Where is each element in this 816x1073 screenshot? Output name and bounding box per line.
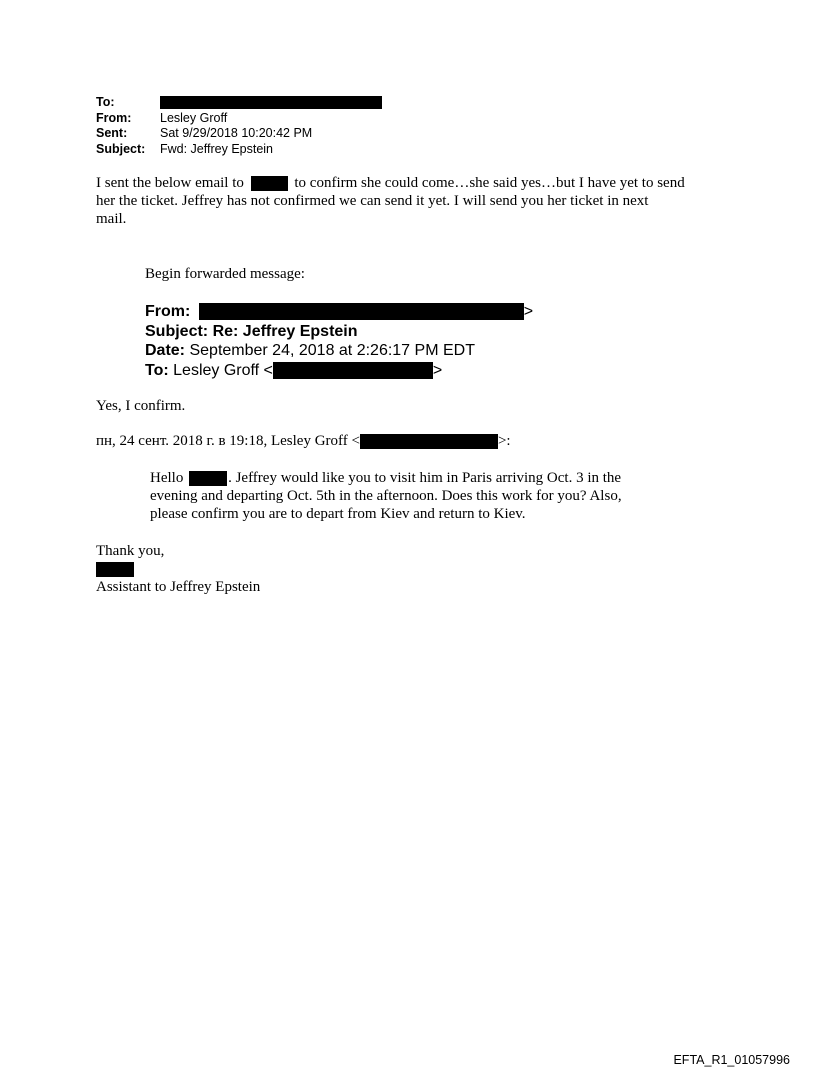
to-label: To: — [96, 95, 115, 109]
fwd-date-label: Date: — [145, 342, 186, 359]
document-id: EFTA_R1_01057996 — [673, 1053, 790, 1067]
sent-label: Sent: — [96, 126, 128, 140]
redaction-box — [251, 176, 288, 191]
subject-row — [96, 142, 382, 158]
redaction-box — [189, 471, 227, 486]
from-row — [96, 111, 382, 127]
signoff-thanks: Thank you, — [96, 543, 165, 559]
signoff-name-row — [96, 560, 260, 578]
to-row — [96, 95, 382, 111]
intro-line-1 — [96, 174, 685, 192]
fwd-date-row — [145, 341, 533, 361]
fwd-from-label: From: — [145, 303, 191, 320]
redaction-box — [199, 303, 524, 320]
forward-intro: Begin forwarded message: — [145, 266, 305, 282]
quoted-line-3: please confirm you are to depart from Kiev and return to Kiev. — [150, 506, 526, 522]
fwd-to-label: To: — [145, 361, 169, 379]
sent-value: Sat 9/29/2018 10:20:42 PM — [160, 126, 313, 140]
reply-text: Yes, I confirm. — [96, 398, 186, 414]
intro-line-3: mail. — [96, 211, 127, 227]
fwd-to-suffix: > — [432, 361, 443, 379]
redaction-box — [96, 562, 134, 577]
signoff-title: Assistant to Jeffrey Epstein — [96, 579, 261, 595]
intro-line-2: her the ticket. Jeffrey has not confirmed we can send it yet. I will send you her ticket in next — [96, 193, 649, 209]
quoted-message — [150, 469, 622, 523]
fwd-date-value: September 24, 2018 at 2:26:17 PM EDT — [189, 342, 475, 359]
fwd-to-value: Lesley Groff < — [173, 361, 273, 379]
fwd-from-row — [145, 302, 533, 322]
quote-header — [96, 432, 511, 450]
sent-row — [96, 126, 382, 142]
from-value: Lesley Groff — [160, 110, 228, 125]
fwd-to-row — [145, 361, 533, 381]
quoted-text-1: . Jeffrey would like you to visit him in Paris arriving Oct. 3 in the — [228, 470, 622, 486]
quoted-line-1 — [150, 469, 622, 487]
subject-label: Subject: — [96, 141, 146, 156]
email-header — [96, 95, 382, 157]
from-label: From: — [96, 110, 132, 125]
subject-value: Fwd: Jeffrey Epstein — [160, 141, 274, 156]
intro-paragraph — [96, 174, 685, 228]
redaction-box — [360, 434, 498, 449]
quoted-hello: Hello — [150, 470, 184, 486]
fwd-subject-label: Subject: — [145, 322, 209, 340]
fwd-from-suffix: > — [523, 303, 534, 320]
signoff — [96, 542, 260, 596]
intro-text-b: to confirm she could come…she said yes…but I have yet to send — [294, 175, 685, 191]
quote-header-suffix: >: — [497, 433, 511, 449]
redaction-box — [160, 96, 382, 109]
forwarded-header — [145, 302, 533, 380]
fwd-subject-value: Re: Jeffrey Epstein — [212, 322, 358, 340]
quoted-line-2: evening and departing Oct. 5th in the afternoon. Does this work for you? Also, — [150, 488, 622, 504]
quote-header-text: пн, 24 сент. 2018 г. в 19:18, Lesley Groff < — [96, 433, 360, 449]
fwd-subject-row — [145, 322, 533, 342]
redaction-box — [273, 362, 433, 379]
intro-text-a: I sent the below email to — [96, 175, 244, 191]
